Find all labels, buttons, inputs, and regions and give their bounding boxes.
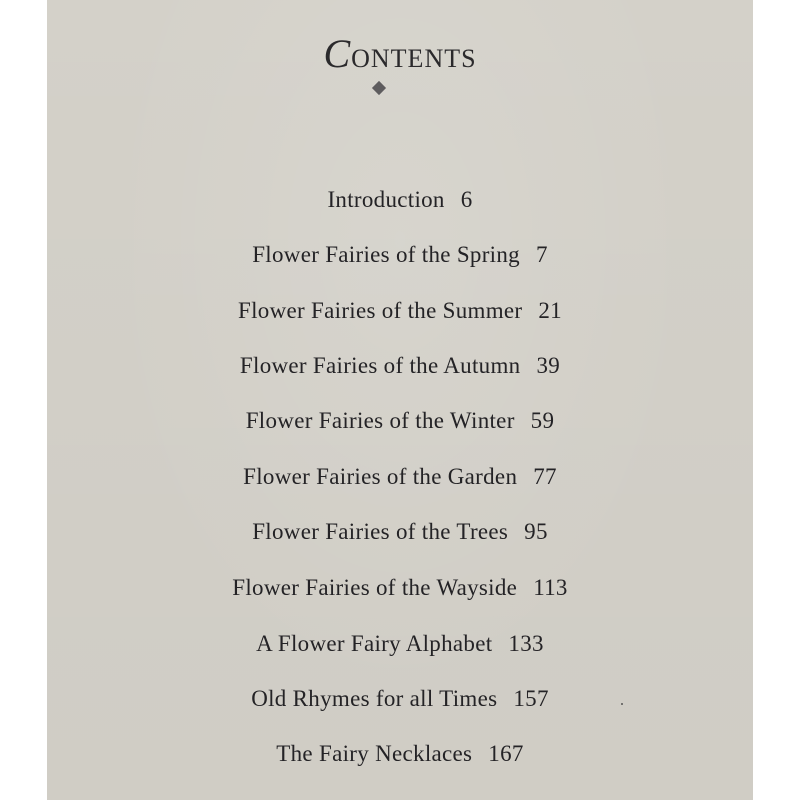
toc-entry-page: 133 xyxy=(508,631,544,656)
toc-entry-page: 95 xyxy=(524,519,548,544)
toc-entry-title: Flower Fairies of the Autumn xyxy=(239,353,521,378)
toc-entry xyxy=(47,408,753,434)
toc-entry-title: Flower Fairies of the Winter xyxy=(245,408,515,433)
toc-entry xyxy=(47,187,753,213)
toc-entry-page: 113 xyxy=(533,575,568,600)
paper-speck xyxy=(621,703,623,705)
toc-entry-title: The Fairy Necklaces xyxy=(276,741,473,766)
toc-entry-page: 21 xyxy=(538,298,562,323)
toc-entry-page: 6 xyxy=(460,187,473,212)
toc-entry-title: Flower Fairies of the Trees xyxy=(252,519,509,544)
toc-entry-page: 39 xyxy=(536,353,561,378)
book-page xyxy=(47,0,753,800)
toc-entry xyxy=(47,519,753,545)
toc-entry-page: 157 xyxy=(513,686,549,711)
toc-entry xyxy=(47,353,753,379)
toc-entry xyxy=(47,298,753,324)
toc-entry xyxy=(47,686,753,712)
toc-entry-title: Introduction xyxy=(327,187,445,212)
toc-entry-page: 59 xyxy=(530,408,555,433)
toc-entry-title: A Flower Fairy Alphabet xyxy=(256,631,493,656)
toc-entry xyxy=(47,741,753,767)
toc-entry-title: Flower Fairies of the Garden xyxy=(243,464,518,489)
toc-entry-page: 7 xyxy=(535,242,548,267)
toc-entry xyxy=(47,242,753,268)
toc-entry-title: Flower Fairies of the Summer xyxy=(238,298,523,323)
toc-entry-title: Flower Fairies of the Wayside xyxy=(232,575,518,600)
table-of-contents xyxy=(47,0,753,800)
toc-entry-page: 167 xyxy=(488,741,524,766)
toc-entry-title: Old Rhymes for all Times xyxy=(251,686,498,711)
toc-entry xyxy=(47,464,753,490)
toc-entry xyxy=(47,575,753,601)
toc-entry-page: 77 xyxy=(533,464,557,489)
toc-entry-title: Flower Fairies of the Spring xyxy=(252,242,520,267)
toc-entry xyxy=(47,631,753,657)
title-initial: C xyxy=(323,31,352,76)
title-rest: ONTENTS xyxy=(351,44,477,73)
